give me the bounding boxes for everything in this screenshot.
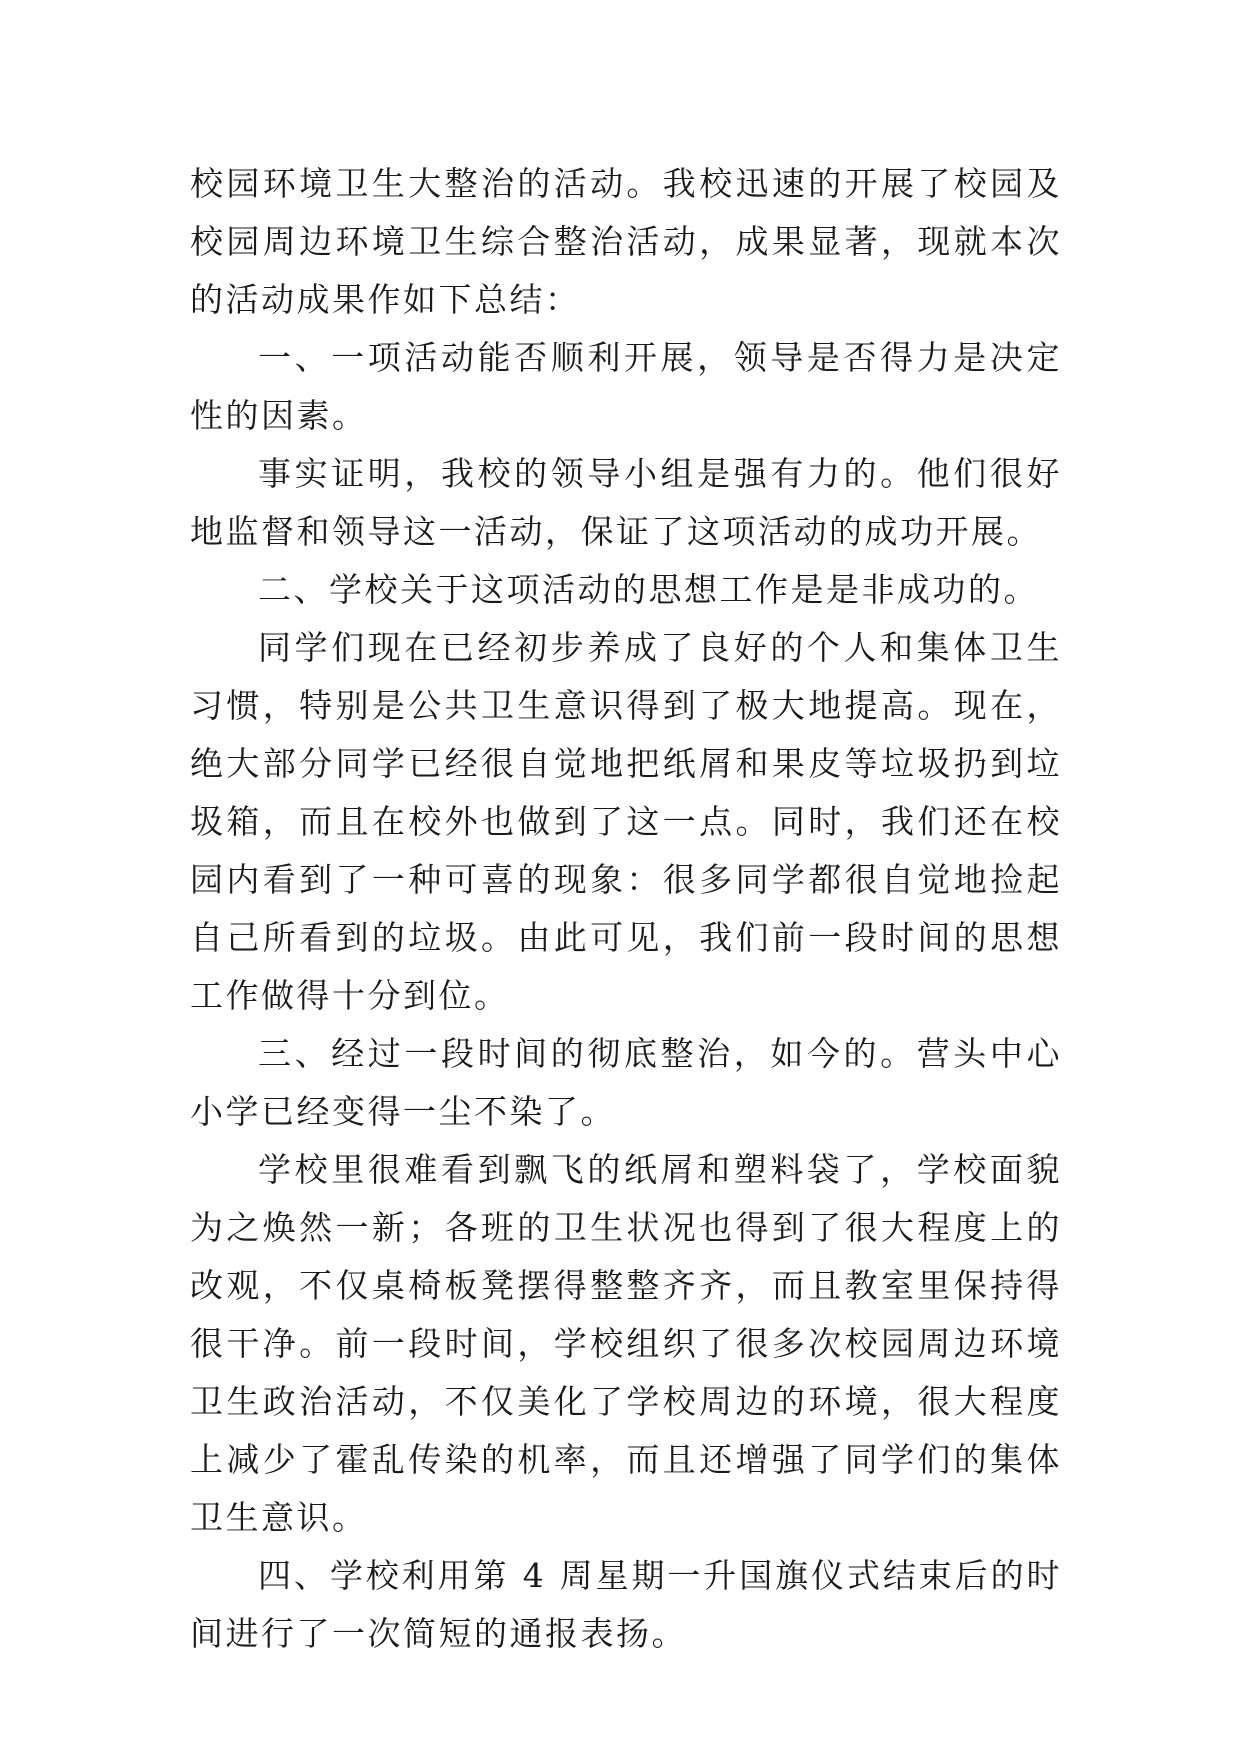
paragraph-2: 一、一项活动能否顺利开展，领导是否得力是决定性的因素。 (190, 338, 1062, 435)
paragraph-7: 学校里很难看到飘飞的纸屑和塑料袋了，学校面貌为之焕然一新；各班的卫生状况也得到了很大程度上的改观，不仅桌椅板凳摆得整整齐齐，而且教室里保持得很干净。前一段时间，学校组织了很多次校园周边环境卫生政治活动，不仅美化了学校周边的环境，很大程度上减少了霍乱传染的机率，而且还增强了同学们的集体卫生意识。 (190, 1150, 1062, 1537)
paragraph-6: 三、经过一段时间的彻底整治，如今的。营头中心小学已经变得一尘不染了。 (190, 1034, 1062, 1131)
paragraph-4: 二、学校关于这项活动的思想工作是是非成功的。 (258, 570, 1039, 609)
paragraph-8: 四、学校利用第 4 周星期一升国旗仪式结束后的时间进行了一次简短的通报表扬。 (190, 1556, 1062, 1653)
document-body (190, 155, 1062, 1663)
paragraph-3: 事实证明，我校的领导小组是强有力的。他们很好地监督和领导这一活动，保证了这项活动的成功开展。 (190, 454, 1062, 551)
paragraph-5: 同学们现在已经初步养成了良好的个人和集体卫生习惯，特别是公共卫生意识得到了极大地提高。现在，绝大部分同学已经很自觉地把纸屑和果皮等垃圾扔到垃圾箱，而且在校外也做到了这一点。同时，我们还在校园内看到了一种可喜的现象：很多同学都很自觉地捡起自己所看到的垃圾。由此可见，我们前一段时间的思想工作做得十分到位。 (190, 628, 1062, 1015)
paragraph-1: 校园环境卫生大整治的活动。我校迅速的开展了校园及校园周边环境卫生综合整治活动，成果显著，现就本次的活动成果作如下总结： (190, 164, 1062, 319)
